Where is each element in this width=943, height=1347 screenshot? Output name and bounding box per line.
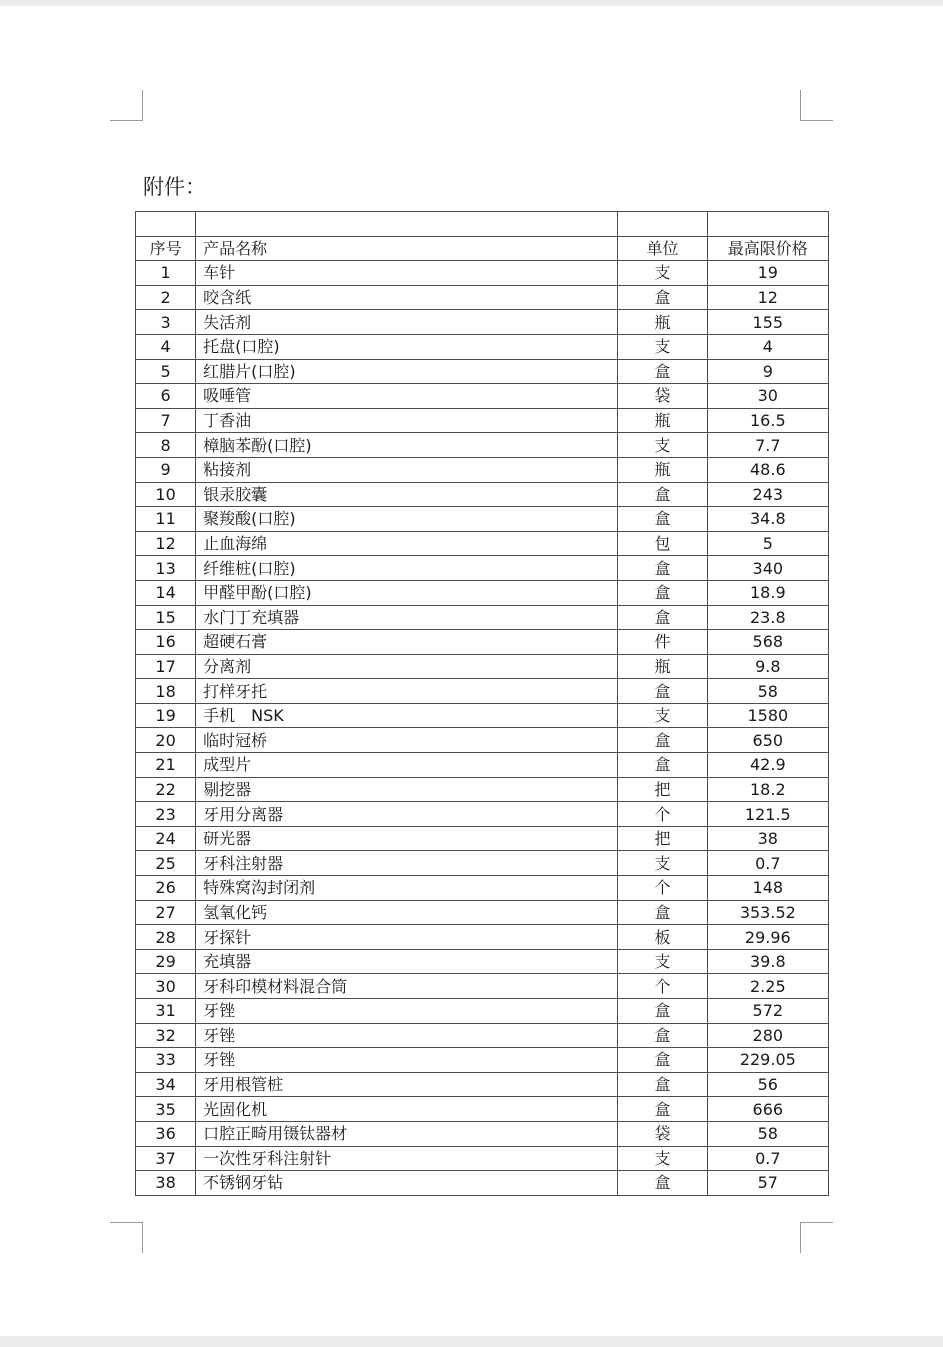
cell-max-price: 353.52 <box>707 900 828 925</box>
cell-max-price: 4 <box>707 334 828 359</box>
cell-product-name: 牙探针 <box>196 925 618 950</box>
cell-max-price: 39.8 <box>707 949 828 974</box>
cell-unit: 个 <box>618 876 707 901</box>
cell-product-name: 聚羧酸(口腔) <box>196 507 618 532</box>
table-cell <box>707 212 828 237</box>
table-row <box>136 384 829 409</box>
table-row <box>136 457 829 482</box>
cell-unit: 盒 <box>618 359 707 384</box>
cell-no: 7 <box>136 408 196 433</box>
cell-no: 19 <box>136 703 196 728</box>
cell-product-name: 口腔正畸用镊钛器材 <box>196 1121 618 1146</box>
cell-unit: 包 <box>618 531 707 556</box>
table-row <box>136 605 829 630</box>
table-header-row <box>136 236 829 261</box>
cell-unit: 盒 <box>618 679 707 704</box>
table-row <box>136 1023 829 1048</box>
cell-max-price: 56 <box>707 1072 828 1097</box>
cell-product-name: 失活剂 <box>196 310 618 335</box>
cell-max-price: 58 <box>707 679 828 704</box>
cell-unit: 瓶 <box>618 408 707 433</box>
cell-max-price: 121.5 <box>707 802 828 827</box>
cell-product-name: 分离剂 <box>196 654 618 679</box>
cell-no: 6 <box>136 384 196 409</box>
table-row <box>136 285 829 310</box>
cell-unit: 支 <box>618 334 707 359</box>
cell-no: 38 <box>136 1171 196 1196</box>
cell-no: 20 <box>136 728 196 753</box>
cell-no: 9 <box>136 457 196 482</box>
cell-product-name: 不锈钢牙钻 <box>196 1171 618 1196</box>
cell-product-name: 红腊片(口腔) <box>196 359 618 384</box>
cell-product-name: 车针 <box>196 261 618 286</box>
cell-max-price: 16.5 <box>707 408 828 433</box>
cell-max-price: 243 <box>707 482 828 507</box>
table-row <box>136 753 829 778</box>
cell-no: 26 <box>136 876 196 901</box>
cell-max-price: 0.7 <box>707 851 828 876</box>
table-row <box>136 1072 829 1097</box>
cell-max-price: 1580 <box>707 703 828 728</box>
cell-product-name: 牙用分离器 <box>196 802 618 827</box>
cell-max-price: 23.8 <box>707 605 828 630</box>
cell-unit: 盒 <box>618 556 707 581</box>
table-row <box>136 630 829 655</box>
cell-no: 13 <box>136 556 196 581</box>
cell-unit: 袋 <box>618 1121 707 1146</box>
table-row <box>136 777 829 802</box>
table-row <box>136 728 829 753</box>
margin-corner-mark <box>800 90 833 121</box>
cell-unit: 支 <box>618 433 707 458</box>
cell-no: 33 <box>136 1048 196 1073</box>
table-row <box>136 1171 829 1196</box>
cell-max-price: 155 <box>707 310 828 335</box>
cell-max-price: 5 <box>707 531 828 556</box>
cell-no: 10 <box>136 482 196 507</box>
cell-product-name: 托盘(口腔) <box>196 334 618 359</box>
cell-unit: 盒 <box>618 753 707 778</box>
table-row <box>136 531 829 556</box>
cell-product-name: 光固化机 <box>196 1097 618 1122</box>
cell-product-name: 甲醛甲酚(口腔) <box>196 580 618 605</box>
cell-no: 28 <box>136 925 196 950</box>
cell-max-price: 12 <box>707 285 828 310</box>
cell-product-name: 牙锉 <box>196 999 618 1024</box>
cell-max-price: 280 <box>707 1023 828 1048</box>
cell-no: 5 <box>136 359 196 384</box>
cell-no: 2 <box>136 285 196 310</box>
cell-unit: 盒 <box>618 1048 707 1073</box>
cell-product-name: 粘接剂 <box>196 457 618 482</box>
cell-max-price: 18.2 <box>707 777 828 802</box>
table-empty-row <box>136 212 829 237</box>
cell-no: 17 <box>136 654 196 679</box>
cell-product-name: 水门丁充填器 <box>196 605 618 630</box>
header-no: 序号 <box>136 236 196 261</box>
table-row <box>136 310 829 335</box>
cell-no: 14 <box>136 580 196 605</box>
cell-product-name: 牙锉 <box>196 1048 618 1073</box>
cell-max-price: 30 <box>707 384 828 409</box>
cell-unit: 袋 <box>618 384 707 409</box>
cell-max-price: 58 <box>707 1121 828 1146</box>
cell-product-name: 特殊窝沟封闭剂 <box>196 876 618 901</box>
cell-no: 25 <box>136 851 196 876</box>
cell-no: 15 <box>136 605 196 630</box>
cell-no: 31 <box>136 999 196 1024</box>
cell-product-name: 止血海绵 <box>196 531 618 556</box>
header-max-price: 最高限价格 <box>707 236 828 261</box>
table-row <box>136 654 829 679</box>
cell-unit: 个 <box>618 802 707 827</box>
cell-product-name: 银汞胶囊 <box>196 482 618 507</box>
cell-max-price: 0.7 <box>707 1146 828 1171</box>
cell-product-name: 成型片 <box>196 753 618 778</box>
table-row <box>136 999 829 1024</box>
cell-unit: 盒 <box>618 605 707 630</box>
cell-max-price: 148 <box>707 876 828 901</box>
cell-no: 11 <box>136 507 196 532</box>
cell-max-price: 572 <box>707 999 828 1024</box>
margin-corner-mark <box>110 1222 143 1253</box>
cell-unit: 把 <box>618 777 707 802</box>
table-row <box>136 261 829 286</box>
cell-product-name: 充填器 <box>196 949 618 974</box>
cell-unit: 盒 <box>618 482 707 507</box>
table-row <box>136 802 829 827</box>
table-row <box>136 1146 829 1171</box>
cell-no: 4 <box>136 334 196 359</box>
cell-product-name: 丁香油 <box>196 408 618 433</box>
cell-no: 21 <box>136 753 196 778</box>
table-row <box>136 1121 829 1146</box>
table-cell <box>196 212 618 237</box>
cell-product-name: 临时冠桥 <box>196 728 618 753</box>
cell-product-name: 咬含纸 <box>196 285 618 310</box>
table-cell <box>618 212 707 237</box>
table-row <box>136 925 829 950</box>
cell-no: 1 <box>136 261 196 286</box>
table-row <box>136 826 829 851</box>
cell-product-name: 剔挖器 <box>196 777 618 802</box>
table-body <box>136 212 829 1196</box>
cell-unit: 支 <box>618 949 707 974</box>
cell-no: 29 <box>136 949 196 974</box>
cell-max-price: 9.8 <box>707 654 828 679</box>
table-cell <box>136 212 196 237</box>
table-row <box>136 876 829 901</box>
table-row <box>136 949 829 974</box>
cell-product-name: 牙锉 <box>196 1023 618 1048</box>
cell-unit: 支 <box>618 1146 707 1171</box>
attachment-title: 附件： <box>143 175 206 199</box>
table-row <box>136 900 829 925</box>
cell-unit: 支 <box>618 703 707 728</box>
cell-max-price: 650 <box>707 728 828 753</box>
table-row <box>136 334 829 359</box>
table-row <box>136 556 829 581</box>
cell-max-price: 57 <box>707 1171 828 1196</box>
cell-no: 22 <box>136 777 196 802</box>
cell-max-price: 229.05 <box>707 1048 828 1073</box>
table-row <box>136 580 829 605</box>
cell-max-price: 34.8 <box>707 507 828 532</box>
cell-no: 23 <box>136 802 196 827</box>
cell-product-name: 打样牙托 <box>196 679 618 704</box>
cell-no: 35 <box>136 1097 196 1122</box>
table-row <box>136 1097 829 1122</box>
cell-no: 37 <box>136 1146 196 1171</box>
cell-product-name: 超硬石膏 <box>196 630 618 655</box>
cell-max-price: 42.9 <box>707 753 828 778</box>
cell-unit: 把 <box>618 826 707 851</box>
cell-unit: 瓶 <box>618 654 707 679</box>
margin-corner-mark <box>110 90 143 121</box>
cell-max-price: 48.6 <box>707 457 828 482</box>
cell-unit: 瓶 <box>618 457 707 482</box>
cell-product-name: 牙科注射器 <box>196 851 618 876</box>
margin-corner-mark <box>800 1222 833 1253</box>
table-row <box>136 974 829 999</box>
cell-no: 12 <box>136 531 196 556</box>
cell-no: 8 <box>136 433 196 458</box>
cell-no: 3 <box>136 310 196 335</box>
table-row <box>136 433 829 458</box>
cell-product-name: 樟脑苯酚(口腔) <box>196 433 618 458</box>
table-row <box>136 482 829 507</box>
cell-product-name: 手机 NSK <box>196 703 618 728</box>
table-row <box>136 507 829 532</box>
cell-unit: 件 <box>618 630 707 655</box>
cell-no: 24 <box>136 826 196 851</box>
cell-unit: 瓶 <box>618 310 707 335</box>
table-row <box>136 679 829 704</box>
table-row <box>136 851 829 876</box>
header-unit: 单位 <box>618 236 707 261</box>
table-row <box>136 359 829 384</box>
cell-unit: 盒 <box>618 999 707 1024</box>
cell-max-price: 2.25 <box>707 974 828 999</box>
cell-unit: 个 <box>618 974 707 999</box>
cell-unit: 支 <box>618 851 707 876</box>
cell-max-price: 19 <box>707 261 828 286</box>
cell-max-price: 666 <box>707 1097 828 1122</box>
price-table <box>135 211 829 1196</box>
cell-unit: 板 <box>618 925 707 950</box>
cell-unit: 支 <box>618 261 707 286</box>
cell-no: 30 <box>136 974 196 999</box>
cell-max-price: 7.7 <box>707 433 828 458</box>
cell-unit: 盒 <box>618 285 707 310</box>
cell-no: 16 <box>136 630 196 655</box>
cell-unit: 盒 <box>618 900 707 925</box>
cell-unit: 盒 <box>618 1072 707 1097</box>
cell-unit: 盒 <box>618 507 707 532</box>
cell-no: 18 <box>136 679 196 704</box>
cell-max-price: 568 <box>707 630 828 655</box>
cell-no: 32 <box>136 1023 196 1048</box>
cell-product-name: 纤维桩(口腔) <box>196 556 618 581</box>
cell-no: 34 <box>136 1072 196 1097</box>
cell-product-name: 吸唾管 <box>196 384 618 409</box>
cell-max-price: 29.96 <box>707 925 828 950</box>
header-product-name: 产品名称 <box>196 236 618 261</box>
table-row <box>136 1048 829 1073</box>
cell-unit: 盒 <box>618 580 707 605</box>
cell-unit: 盒 <box>618 1171 707 1196</box>
cell-product-name: 牙科印模材料混合筒 <box>196 974 618 999</box>
cell-no: 36 <box>136 1121 196 1146</box>
cell-product-name: 氢氧化钙 <box>196 900 618 925</box>
cell-product-name: 牙用根管桩 <box>196 1072 618 1097</box>
cell-max-price: 18.9 <box>707 580 828 605</box>
cell-product-name: 研光器 <box>196 826 618 851</box>
cell-unit: 盒 <box>618 728 707 753</box>
cell-unit: 盒 <box>618 1097 707 1122</box>
cell-max-price: 38 <box>707 826 828 851</box>
cell-max-price: 9 <box>707 359 828 384</box>
cell-product-name: 一次性牙科注射针 <box>196 1146 618 1171</box>
table-row <box>136 408 829 433</box>
cell-max-price: 340 <box>707 556 828 581</box>
cell-unit: 盒 <box>618 1023 707 1048</box>
table-row <box>136 703 829 728</box>
cell-no: 27 <box>136 900 196 925</box>
